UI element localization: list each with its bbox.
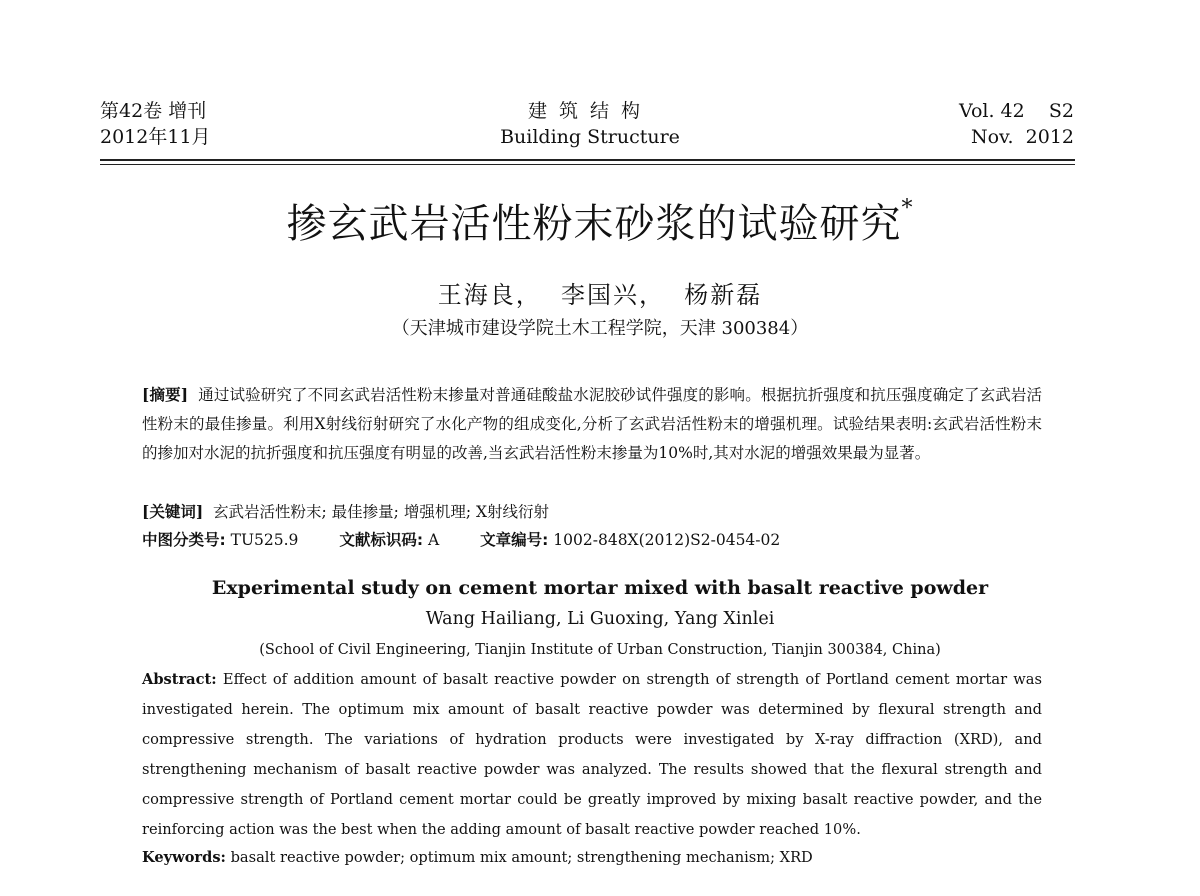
article-number-value: 1002-848X(2012)S2-0454-02: [553, 531, 781, 549]
clc-label: 中图分类号:: [142, 531, 226, 549]
abstract-en-text: Effect of addition amount of basalt reactive powder on strength of strength of Portland cement mortar was investigated herein. The optimum mix amount of basalt reactive powder was determined by flexural strength and compressive strength. The variations of hydration products were investigated by X-ray diffraction (XRD), and strengthening mechanism of basalt reactive powder was analyzed. The results showed that the flexural strength and compressive strength of Portland cement mortar could be greatly improved by mixing basalt reactive powder, and the reinforcing action was the best when the adding amount of basalt reactive powder reached 10%.: [142, 671, 1042, 838]
article-number: [480, 531, 780, 549]
abstract-cn-text: 通过试验研究了不同玄武岩活性粉末掺量对普通硅酸盐水泥胶砂试件强度的影响。根据抗折强度和抗压强度确定了玄武岩活性粉末的最佳掺量。利用X射线衍射研究了水化产物的组成变化,分析了玄武岩活性粉末的增强机理。试验结果表明:玄武岩活性粉末的掺加对水泥的抗折强度和抗压强度有明显的改善,当玄武岩活性粉末掺量为10%时,其对水泥的增强效果最为显著。: [142, 386, 1043, 462]
publication-date-cn: 2012年11月: [100, 126, 211, 148]
affiliation-cn: （天津城市建设学院土木工程学院，天津 300384）: [391, 318, 809, 339]
keywords-en: [142, 845, 1042, 871]
authors-en: Wang Hailiang, Li Guoxing, Yang Xinlei: [425, 609, 775, 629]
keywords-cn-text: 玄武岩活性粉末; 最佳掺量; 增强机理; X射线衍射: [213, 503, 550, 521]
header-rule-thin: [100, 164, 1075, 165]
abstract-en-label: Abstract:: [142, 671, 217, 688]
document-code: [339, 531, 444, 549]
journal-name: [400, 98, 780, 150]
clc-number: [142, 531, 303, 549]
article-number-label: 文章编号:: [480, 531, 549, 549]
affiliation-en: (School of Civil Engineering, Tianjin Institute of Urban Construction, Tianjin 300384, China): [259, 642, 941, 658]
title-footnote-mark: *: [901, 196, 914, 221]
paper-title-en: Experimental study on cement mortar mixed with basalt reactive powder: [211, 577, 989, 599]
header-rule-thick: [100, 159, 1075, 161]
abstract-en: [142, 665, 1042, 845]
clc-value: TU525.9: [230, 531, 299, 549]
paper-title-cn-text: 掺玄武岩活性粉末砂浆的试验研究: [286, 201, 902, 247]
journal-volume-info-en: [959, 98, 1074, 150]
document-code-label: 文献标识码:: [339, 531, 424, 549]
document-code-value: A: [428, 531, 440, 549]
journal-volume-info: [100, 98, 211, 150]
keywords-cn: [142, 497, 1042, 527]
keywords-en-text: basalt reactive powder; optimum mix amount; strengthening mechanism; XRD: [230, 849, 813, 866]
keywords-en-label: Keywords:: [142, 849, 226, 866]
authors-cn: 王海良， 李国兴， 杨新磊: [437, 281, 763, 309]
journal-name-cn: 建筑结构: [527, 100, 652, 122]
volume-issue: 第42卷 增刊: [100, 100, 207, 122]
publication-date-en: Nov. 2012: [970, 126, 1074, 148]
keywords-cn-label: [关键词]: [142, 502, 204, 521]
classification-line: [142, 527, 1042, 553]
journal-name-en: Building Structure: [500, 126, 680, 148]
abstract-cn: [142, 380, 1042, 468]
abstract-cn-label: [摘要]: [142, 385, 189, 404]
paper-title-cn: [150, 198, 1050, 250]
volume-issue-en: Vol. 42 S2: [958, 100, 1074, 122]
